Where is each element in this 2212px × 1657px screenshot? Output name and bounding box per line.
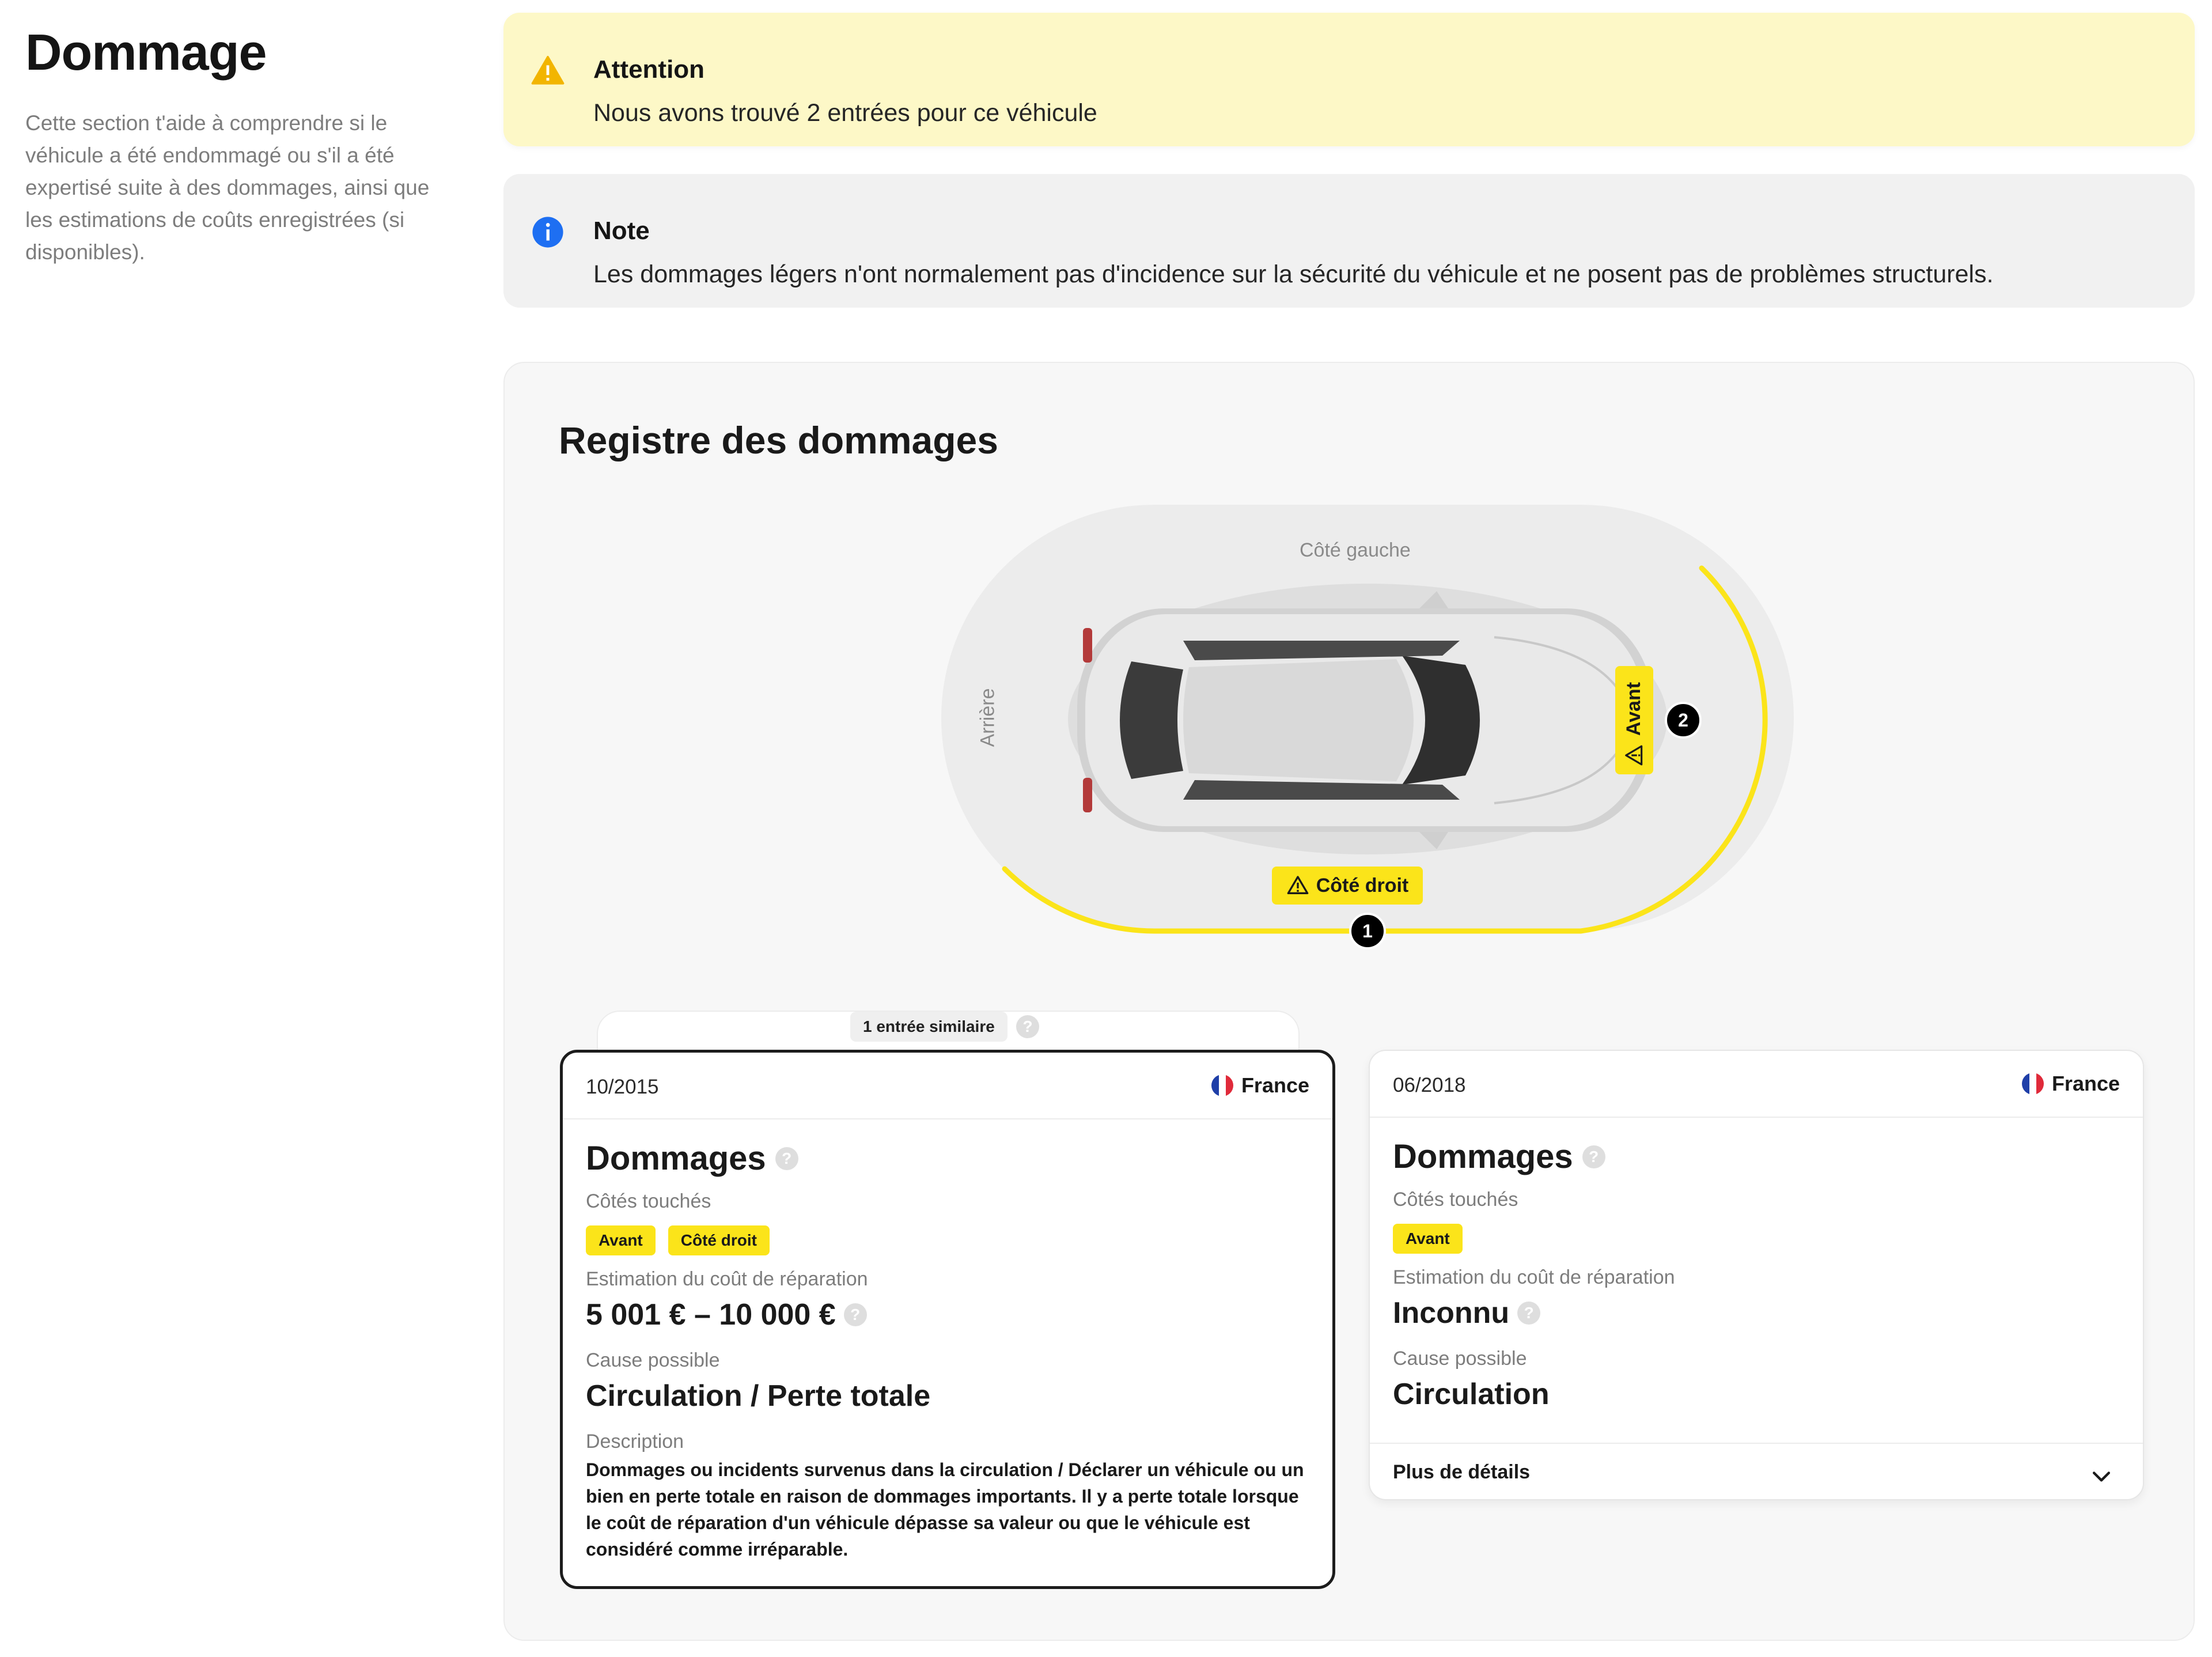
page-title: Dommage: [25, 24, 267, 81]
cause-value: Circulation / Perte totale: [586, 1379, 931, 1413]
sides-label: Côtés touchés: [1393, 1189, 1518, 1210]
card-date: 10/2015: [586, 1076, 659, 1098]
marker-1[interactable]: 1: [1349, 913, 1386, 949]
more-details-label: Plus de détails: [1393, 1461, 1531, 1483]
card-heading-label: Dommages: [586, 1140, 766, 1177]
similar-entries-label: 1 entrée similaire: [863, 1017, 995, 1035]
note-banner: [503, 174, 2195, 308]
cost-label: Estimation du coût de réparation: [586, 1268, 868, 1290]
country-label: France: [1241, 1073, 1309, 1097]
note-title: Note: [593, 217, 650, 245]
rear-label: Arrière: [976, 688, 999, 747]
more-details-toggle[interactable]: [1370, 1443, 2143, 1501]
cause-label: Cause possible: [1393, 1348, 1527, 1370]
card-country: [1211, 1073, 1309, 1098]
card-body: [1393, 1137, 2120, 1412]
card-heading: [1393, 1137, 2120, 1176]
side-tag-right: Côté droit: [668, 1225, 770, 1255]
description-text: Dommages ou incidents survenus dans la circulation / Déclarer un véhicule ou un bien en perte totale en raison de dommages importants. Il y a perte totale lorsque le coût de réparation d'un véhicule dépasse sa valeur ou que le véhicule est considéré comme irréparable.: [586, 1459, 1304, 1560]
heading-help-icon[interactable]: ?: [775, 1147, 798, 1170]
card-date: 06/2018: [1393, 1074, 1466, 1096]
cost-help-icon[interactable]: ?: [1517, 1302, 1540, 1325]
france-flag-icon: [1211, 1075, 1233, 1096]
similar-help-icon[interactable]: ?: [1016, 1015, 1039, 1038]
cost-value-text: Inconnu: [1393, 1296, 1510, 1330]
side-tag-front: Avant: [1393, 1224, 1463, 1254]
right-side-zone-tag: [1272, 867, 1423, 905]
right-side-zone-label: Côté droit: [1316, 874, 1409, 896]
cost-help-icon[interactable]: ?: [844, 1303, 867, 1326]
chevron-down-icon: [2089, 1463, 2114, 1489]
marker-2[interactable]: 2: [1665, 702, 1702, 739]
cause-value: Circulation: [1393, 1378, 1550, 1411]
car-top-view: [1068, 584, 1667, 854]
sides-tags: [586, 1225, 1309, 1255]
card-heading: [586, 1139, 1309, 1178]
warning-icon: [531, 54, 565, 88]
cause-label: Cause possible: [586, 1349, 720, 1371]
country-label: France: [2051, 1072, 2120, 1095]
card-header: [1370, 1051, 2143, 1118]
card-heading-label: Dommages: [1393, 1138, 1573, 1175]
section-intro: [25, 23, 452, 268]
attention-banner: [503, 13, 2195, 146]
card-country: [2022, 1072, 2120, 1096]
card-header: [563, 1053, 1332, 1119]
note-text: Les dommages légers n'ont normalement pas d'incidence sur la sécurité du véhicule et ne posent pas de problèmes structurels.: [593, 260, 1994, 288]
diagram-track: [941, 505, 1794, 977]
damage-register: [503, 362, 2195, 1641]
front-zone-label: Avant: [1623, 682, 1645, 736]
left-side-label: Côté gauche: [1300, 539, 1411, 561]
cost-label: Estimation du coût de réparation: [1393, 1266, 1675, 1288]
sides-label: Côtés touchés: [586, 1190, 711, 1212]
front-zone-tag: [1615, 666, 1653, 774]
damage-card-1: [560, 1050, 1335, 1589]
car-damage-diagram: [941, 505, 1794, 977]
heading-help-icon[interactable]: ?: [1582, 1145, 1605, 1168]
side-tag-front: Avant: [586, 1225, 656, 1255]
right-side-warning-icon: [1286, 874, 1309, 897]
register-title: Registre des dommages: [559, 419, 998, 461]
description-label: Description: [586, 1431, 684, 1452]
france-flag-icon: [2022, 1073, 2044, 1095]
similar-entries-pill[interactable]: [850, 1012, 1007, 1042]
attention-text: Nous avons trouvé 2 entrées pour ce véhicule: [593, 99, 1097, 127]
cost-value: [586, 1297, 1309, 1332]
page-description: Cette section t'aide à comprendre si le véhicule a été endommagé ou s'il a été expertisé suite à des dommages, ainsi que les estimations de coûts enregistrées (si disponibles).: [25, 111, 430, 264]
info-icon: [531, 215, 565, 249]
sides-tags: [1393, 1224, 2120, 1254]
front-warning-icon: [1623, 744, 1645, 766]
cost-value: [1393, 1296, 2120, 1330]
card-body: [586, 1139, 1309, 1563]
attention-title: Attention: [593, 55, 705, 84]
damage-card-2: [1369, 1050, 2144, 1500]
cost-value-text: 5 001 € – 10 000 €: [586, 1298, 836, 1331]
